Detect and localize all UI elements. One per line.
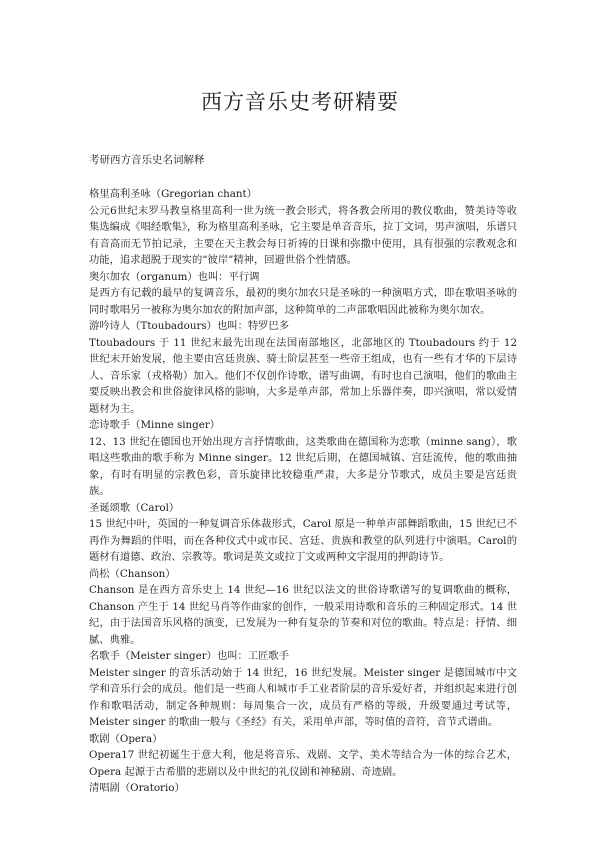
glossary-entry (89, 318, 517, 417)
entry-definition: 是西方有记载的最早的复调音乐，最初的奥尔加农只是圣咏的一种演唱方式，即在歌唱圣咏的同时歌唱另一被称为奥尔加农的附加声部，这种简单的二声部歌唱因此被称为奥尔加农。 (89, 287, 517, 316)
entry-term: 游吟诗人（Ttoubadours）也叫：特罗巴多 (89, 320, 290, 332)
entry-term: 圣诞颂歌（Carol） (89, 501, 180, 514)
glossary-entry (89, 780, 517, 797)
entry-term: 奥尔加农（organum）也叫：平行调 (89, 270, 260, 283)
glossary-entry (89, 500, 517, 566)
glossary-entry (89, 566, 517, 649)
entry-definition: Chanson 是在西方音乐史上 14 世纪—16 世纪以法文的世俗诗歌谱写的复调歌曲的概称，Chanson 产生于 14 世纪马肖等作曲家的创作，一般采用诗歌和音乐的三种固定形式。14 世纪，由于法国音乐风格的演变，已发展为一种有复杂的节奏和对位的歌曲。特点是：抒情、细腻、典雅。 (89, 584, 517, 646)
entry-term: 名歌手（Meister singer）也叫：工匠歌手 (89, 650, 290, 662)
document-title: 西方音乐史考研精要 (201, 90, 399, 114)
entry-term: 歌剧（Opera） (89, 732, 163, 745)
glossary-entry (89, 269, 517, 319)
entry-definition: Meister singer 的音乐活动始于 14 世纪，16 世纪发展。Meister singer 是德国城市中文学和音乐行会的成员。他们是一些商人和城市手工业者阶层的音乐爱好者，并组织起来进行创作和歌唱活动，制定各种规则：每周集合一次，成员有严格的等级，升级要通过考试等，Meister singer 的歌曲一般与《圣经》有关，采用单声部，等时值的音符，音节式谱曲。 (89, 666, 517, 728)
glossary-entry (89, 417, 517, 500)
glossary-entry (89, 186, 517, 269)
entry-term: 清唱剧（Oratorio） (89, 782, 185, 794)
entry-term: 尚松（Chanson） (89, 567, 176, 580)
glossary-content (89, 186, 517, 797)
glossary-entry (89, 731, 517, 781)
document-subtitle: 考研西方音乐史名词解释 (89, 154, 205, 166)
glossary-entry (89, 648, 517, 731)
entry-definition: Opera17 世纪初诞生于意大利，他是将音乐、戏剧、文学、美术等结合为一体的综合艺术，Opera 起源于古希腊的悲剧以及中世纪的礼仪剧和神秘剧、奇迹剧。 (89, 749, 517, 778)
entry-term: 恋诗歌手（Minne singer） (89, 419, 221, 431)
entry-definition: 12、13 世纪在德国也开始出现方言抒情歌曲，这类歌曲在德国称为恋歌（minne sang），歌唱这些歌曲的歌手称为 Minne singer。12 世纪后期，在德国城镇、宫廷流传，他的歌曲抽象，有时有明显的宗教色彩，音乐旋律比较稳重严肃，大多是分节歌式，成员主要是宫廷贵族。 (89, 435, 517, 497)
entry-definition: 公元6世纪末罗马教皇格里高利一世为统一教会形式，将各教会所用的教仪歌曲，赞美诗等收集选编成《唱经歌集》，称为格里高利圣咏，它主要是单音音乐，拉丁文词，男声演唱，乐谱只有音高而无节拍记录，主要在天主教会每日祈祷的日课和弥撒中使用，具有很强的宗教观念和功能，追求超脱于现实的“彼岸”精神，回避世俗个性情感。 (89, 204, 517, 266)
entry-definition: Ttoubadours 于 11 世纪末最先出现在法国南部地区，北部地区的 Ttoubadours 约于 12 世纪末开始发展，他主要由宫廷贵族、骑士阶层甚至一些帝王组成，也有一些有才华的下层诗人、音乐家（戎格勒）加入。他们不仅创作诗歌，谱写曲调，有时也自己演唱，他们的歌曲主要反映出教会和世俗旋律风格的影响，大多是单声部，常加上乐器伴奏，即兴演唱，常以爱情题材为主。 (89, 336, 517, 415)
entry-definition: 15 世纪中叶，英国的一种复调音乐体裁形式，Carol 原是一种单声部舞蹈歌曲，15 世纪已不再作为舞蹈的伴唱，而在各种仪式中或市民、宫廷、贵族和教堂的队列进行中演唱。Carol的题材有道德、政治、宗教等。歌词是英文或拉丁文或两种文字混用的押韵诗节。 (89, 518, 517, 563)
entry-term: 格里高利圣咏（Gregorian chant） (89, 188, 257, 200)
